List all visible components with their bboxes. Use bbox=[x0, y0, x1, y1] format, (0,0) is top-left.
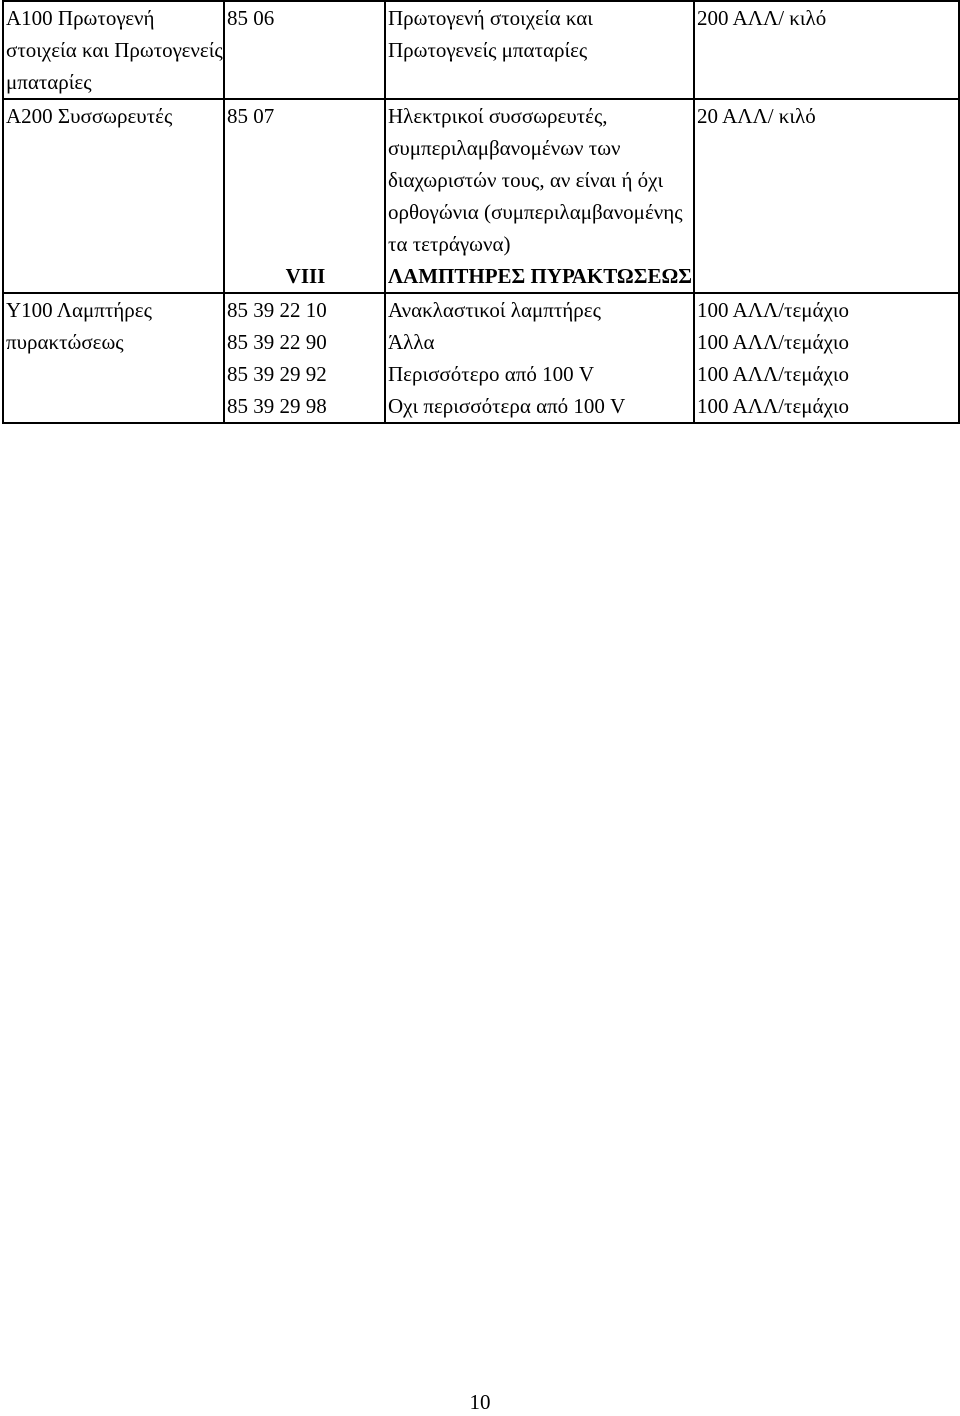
fee-list-cell bbox=[694, 293, 959, 423]
category-cell: Υ100 Λαμπτήρες πυρακτώσεως bbox=[3, 293, 224, 423]
code-line: 85 39 22 90 bbox=[227, 330, 327, 354]
fee-line: 100 ΑΛΛ/τεμάχιο bbox=[697, 394, 850, 418]
code-line: 85 39 29 92 bbox=[227, 362, 327, 386]
code-list-cell bbox=[224, 293, 385, 423]
description-cell: Πρωτογενή στοιχεία και Πρωτογενείς μπαταρίες bbox=[385, 1, 694, 99]
code-cell: 85 06 bbox=[224, 1, 385, 99]
fee-line: 100 ΑΛΛ/τεμάχιο bbox=[697, 362, 850, 386]
description-cell: Ηλεκτρικοί συσσωρευτές, συμπεριλαμβανομένων των διαχωριστών τους, αν είναι ή όχι ορθογώνια (συμπεριλαμβανομένης τα τετράγωνα) bbox=[385, 99, 694, 260]
fee-cell: 200 ΑΛΛ/ κιλό bbox=[694, 1, 959, 99]
fee-cell bbox=[694, 260, 959, 293]
section-code-cell: VIII bbox=[224, 260, 385, 293]
description-list-cell bbox=[385, 293, 694, 423]
category-cell: Α200 Συσσωρευτές bbox=[3, 99, 224, 293]
table-row bbox=[3, 99, 959, 260]
fee-cell: 20 ΑΛΛ/ κιλό bbox=[694, 99, 959, 260]
section-title-cell: ΛΑΜΠΤΗΡΕΣ ΠΥΡΑΚΤΩΣΕΩΣ bbox=[385, 260, 694, 293]
code-line: 85 39 22 10 bbox=[227, 298, 327, 322]
description-line: Ανακλαστικοί λαμπτήρες bbox=[388, 298, 601, 322]
code-line: 85 39 29 98 bbox=[227, 394, 327, 418]
page-number: 10 bbox=[469, 1390, 491, 1414]
category-cell: Α100 Πρωτογενή στοιχεία και Πρωτογενείς μπαταρίες bbox=[3, 1, 224, 99]
tariff-table bbox=[2, 0, 960, 424]
table-row bbox=[3, 293, 959, 423]
fee-line: 100 ΑΛΛ/τεμάχιο bbox=[697, 298, 850, 322]
description-line: Περισσότερο από 100 V bbox=[388, 362, 595, 386]
description-line: Άλλα bbox=[388, 330, 435, 354]
fee-line: 100 ΑΛΛ/τεμάχιο bbox=[697, 330, 850, 354]
code-cell: 85 07 bbox=[224, 99, 385, 260]
table-row bbox=[3, 1, 959, 99]
description-line: Οχι περισσότερα από 100 V bbox=[388, 394, 626, 418]
